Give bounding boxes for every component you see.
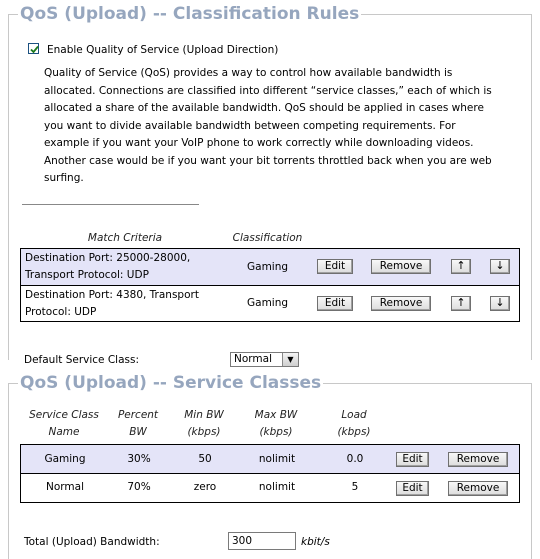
move-down-button[interactable]: ↓: [490, 259, 510, 274]
description-line: Quality of Service (QoS) provides a way to control how available bandwidth is: [44, 67, 453, 79]
classification-rules-title: QoS (Upload) -- Classification Rules: [20, 4, 360, 24]
service-class-row[interactable]: [20, 444, 520, 474]
rule-match-line: Destination Port: 25000-28000,: [25, 252, 191, 264]
header-max-bw: [244, 407, 308, 441]
chevron-down-icon[interactable]: ▼: [282, 353, 298, 366]
header-line: BW: [129, 426, 147, 438]
description-line: Another case would be if you want your bit torrents throttled back when you are web: [44, 154, 492, 167]
service-class-min-bw: 50: [198, 453, 212, 465]
header-line: Name: [48, 426, 80, 438]
remove-rule-button[interactable]: Remove: [371, 259, 431, 274]
header-line: (kbps): [337, 426, 371, 438]
description-line: example if you want your VoIP phone to work correctly while downloading videos.: [44, 137, 474, 149]
rule-match-line: Transport Protocol: UDP: [25, 269, 149, 281]
rule-match-line: Protocol: UDP: [25, 306, 97, 318]
header-line: Percent: [117, 409, 159, 421]
divider: [22, 204, 199, 205]
enable-qos-checkbox[interactable]: [28, 43, 39, 54]
service-class-max-bw: nolimit: [258, 481, 296, 493]
header-line: Min BW: [184, 409, 224, 421]
header-classification: Classification: [232, 232, 303, 244]
service-class-name: Normal: [46, 481, 84, 493]
description-line: allocated. Connections are classified into different “service classes,” each of which is: [44, 84, 492, 97]
qos-description: [44, 65, 492, 188]
header-percent-bw: [108, 407, 168, 441]
remove-service-class-button[interactable]: Remove: [448, 452, 508, 467]
service-class-load: 5: [351, 481, 359, 493]
service-class-name: Gaming: [44, 453, 86, 465]
edit-rule-button[interactable]: Edit: [317, 296, 353, 311]
rule-row[interactable]: [20, 285, 520, 322]
rule-match-line: Destination Port: 4380, Transport: [25, 289, 199, 301]
header-match-criteria: Match Criteria: [87, 232, 163, 244]
service-class-max-bw: nolimit: [258, 453, 296, 465]
bandwidth-unit: kbit/s: [301, 536, 330, 548]
total-bandwidth-label: Total (Upload) Bandwidth:: [24, 536, 160, 548]
service-classes-title: QoS (Upload) -- Service Classes: [20, 373, 322, 393]
rule-match: [25, 250, 190, 284]
rule-match: [25, 287, 199, 321]
header-service-class-name: [20, 407, 108, 441]
description-line: surfing.: [44, 172, 84, 184]
header-load: [322, 407, 386, 441]
remove-service-class-button[interactable]: Remove: [448, 481, 508, 496]
edit-service-class-button[interactable]: Edit: [396, 452, 429, 467]
header-line: Max BW: [254, 409, 298, 421]
move-down-button[interactable]: ↓: [490, 296, 510, 311]
header-line: (kbps): [187, 426, 221, 438]
remove-rule-button[interactable]: Remove: [371, 296, 431, 311]
description-line: allocated a share of the available bandwidth. QoS should be applied in cases where: [44, 102, 484, 114]
header-line: Service Class: [29, 409, 99, 421]
default-service-class-select[interactable]: [230, 352, 299, 367]
description-line: you want to divide available bandwidth between competing requirements. For: [44, 119, 456, 132]
move-up-button[interactable]: ↑: [451, 296, 471, 311]
checkmark-icon: [30, 45, 39, 54]
header-line: (kbps): [259, 426, 293, 438]
edit-service-class-button[interactable]: Edit: [396, 481, 429, 496]
header-min-bw: [172, 407, 236, 441]
service-class-percent: 30%: [127, 453, 151, 465]
total-bandwidth-input[interactable]: [228, 532, 296, 550]
edit-rule-button[interactable]: Edit: [317, 259, 353, 274]
rule-classification: Gaming: [247, 297, 289, 309]
service-class-min-bw: zero: [193, 481, 217, 493]
enable-qos-label: Enable Quality of Service (Upload Direction): [47, 44, 279, 56]
header-line: Load: [341, 409, 367, 421]
rule-classification: Gaming: [247, 261, 289, 273]
service-class-row[interactable]: [20, 473, 520, 503]
default-service-class-value: Normal: [234, 353, 272, 365]
move-up-button[interactable]: ↑: [451, 259, 471, 274]
service-class-load: 0.0: [346, 453, 364, 465]
service-class-percent: 70%: [127, 481, 151, 493]
rule-row[interactable]: [20, 248, 520, 286]
default-service-class-label: Default Service Class:: [24, 354, 140, 366]
